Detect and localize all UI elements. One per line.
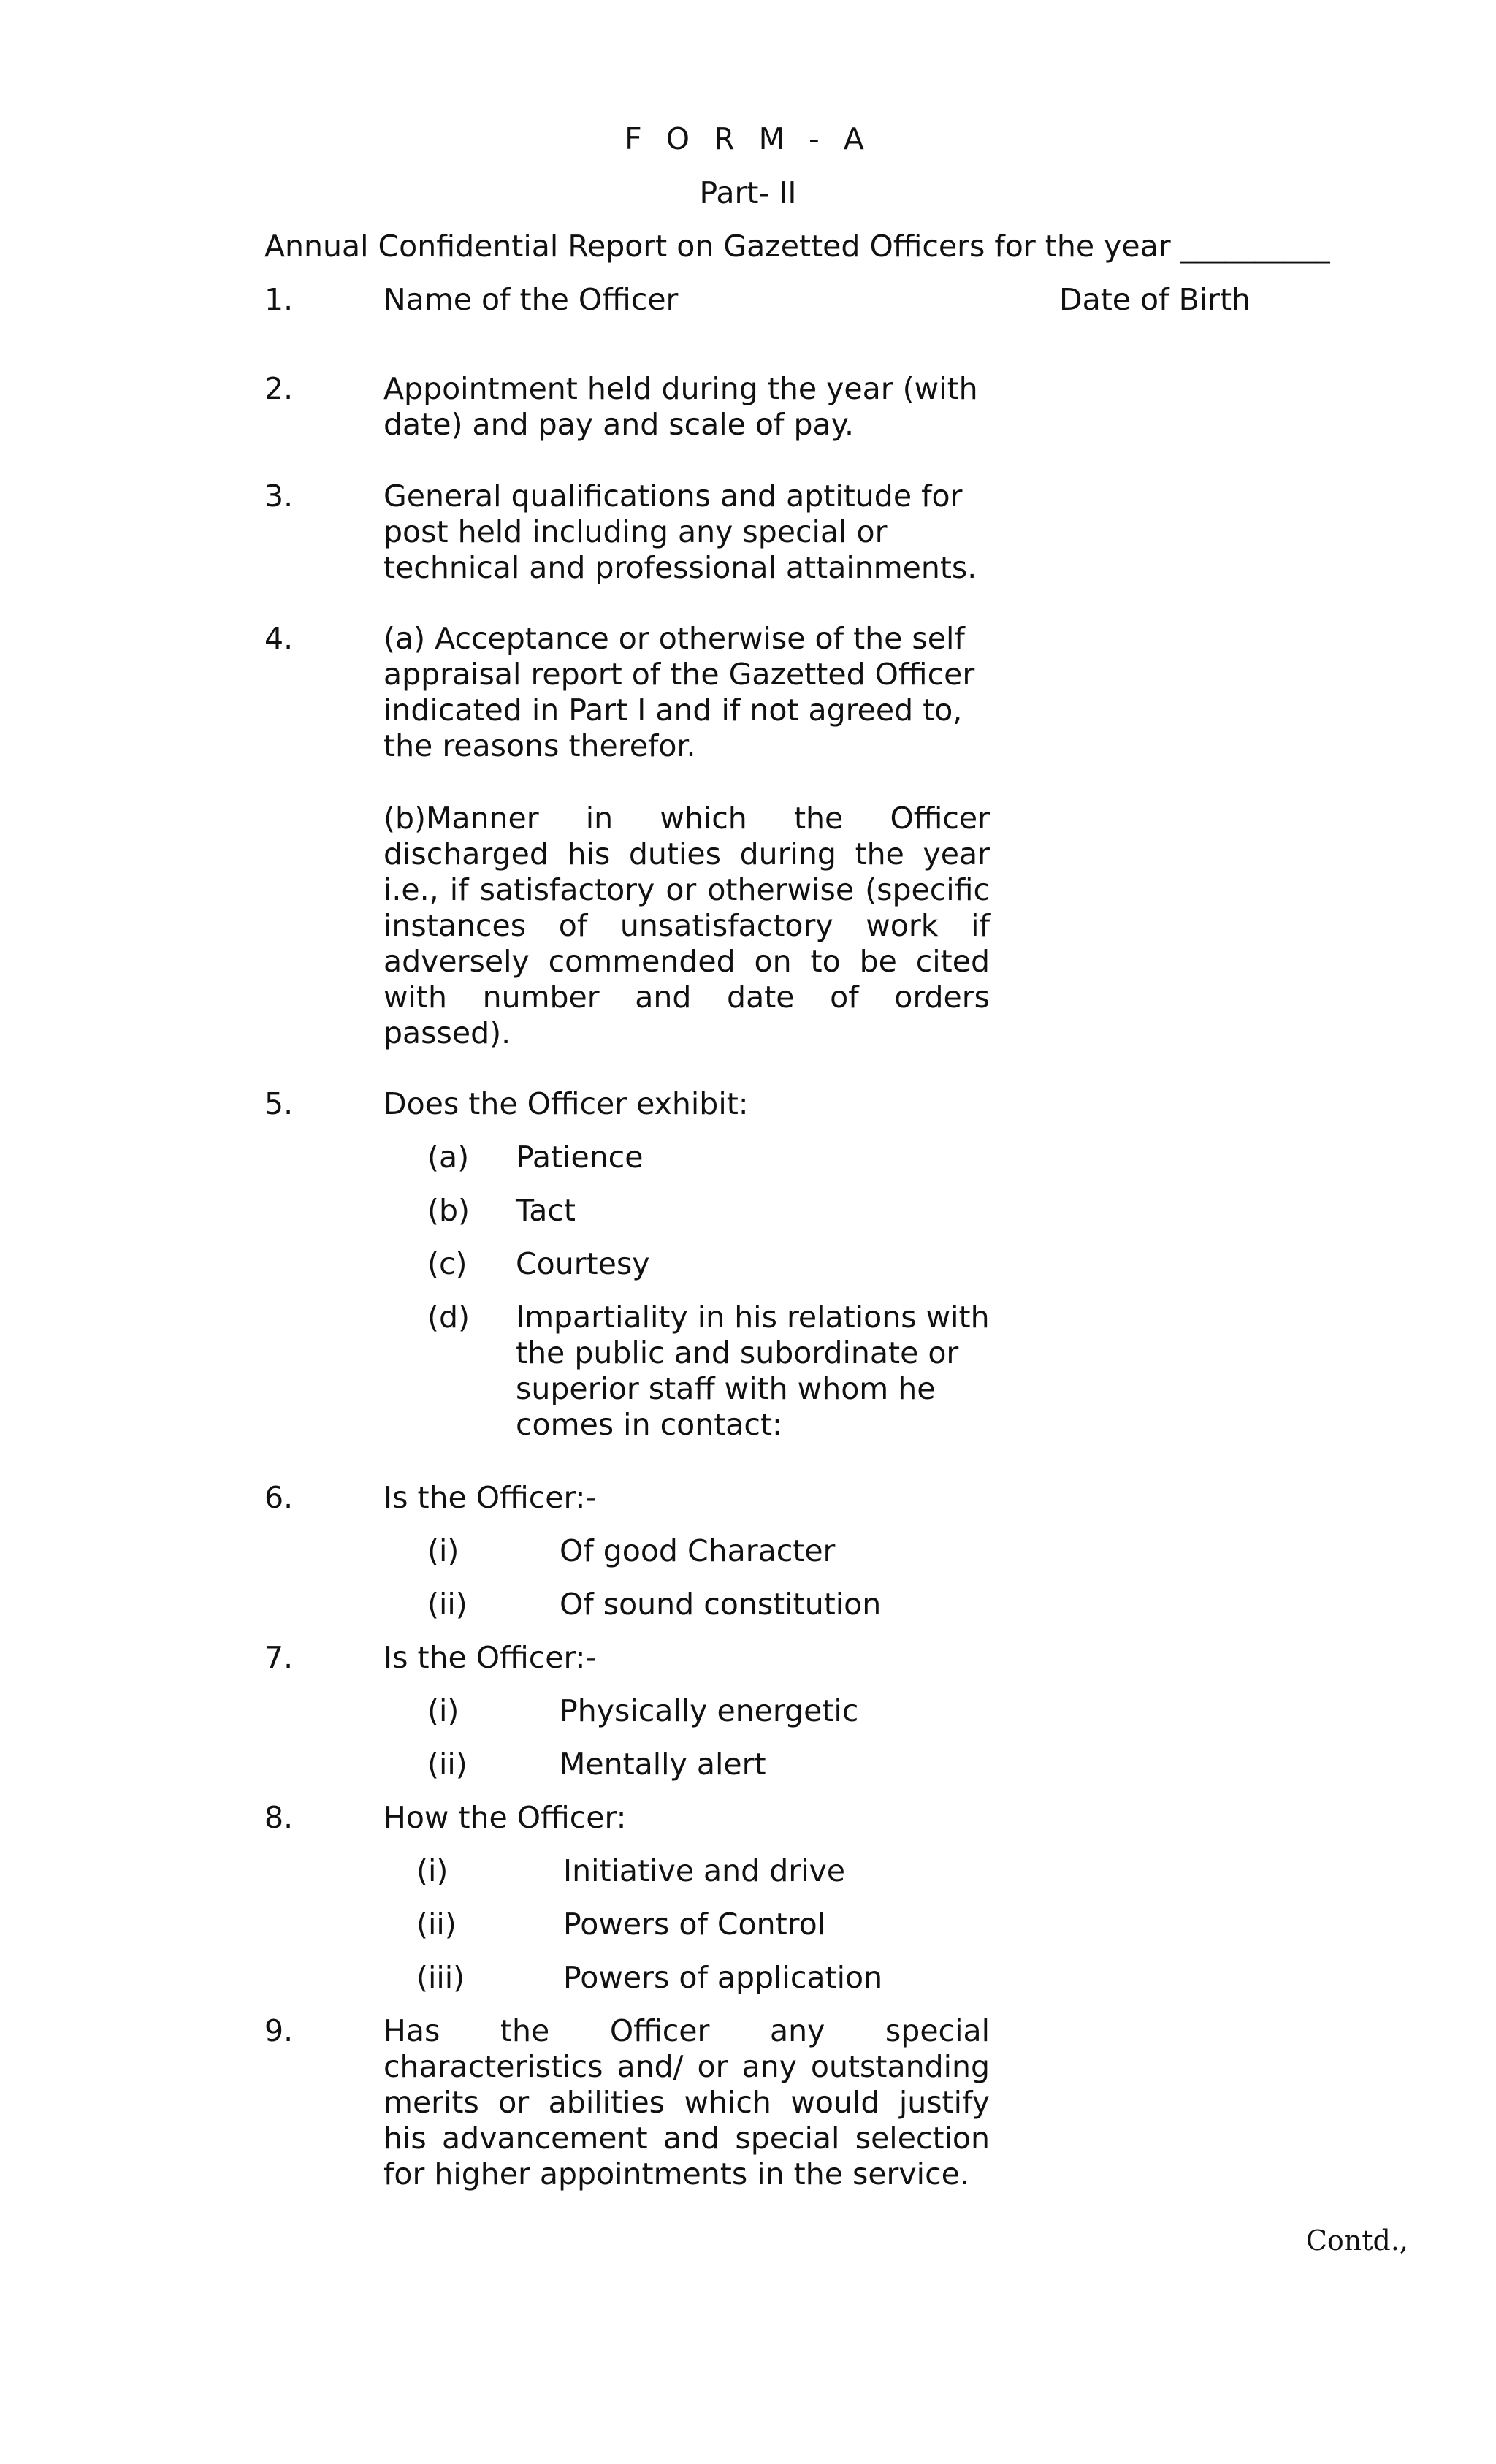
item-4b-text: (b)Manner in which the Officer discharged his duties during the year i.e., if satisfactory or otherwise (specific instances of unsatisfactory work if adversely commended on to be cited with number and date of orders passed). — [383, 801, 990, 1050]
item-9-text: Has the Officer any special characteristics and/ or any outstanding merits or abilities which would justify his advancement and special selection for higher appointments in the service. — [383, 2013, 990, 2192]
item-5-number: 5. — [264, 1086, 294, 1121]
item-5c-label: (c) — [427, 1246, 468, 1281]
item-4-number: 4. — [264, 621, 294, 656]
item-3-number: 3. — [264, 478, 294, 514]
item-2-label: Appointment held during the year (with date) and pay and scale of pay. — [383, 371, 978, 442]
item-5a-text: Patience — [516, 1140, 644, 1175]
item-6-number: 6. — [264, 1480, 294, 1515]
item-5a-label: (a) — [427, 1140, 470, 1175]
item-7i-label: (i) — [427, 1693, 459, 1728]
item-8ii-label: (ii) — [416, 1907, 457, 1942]
item-5d-label: (d) — [427, 1300, 470, 1335]
item-8iii-text: Powers of application — [563, 1960, 883, 1995]
item-6ii-text: Of sound constitution — [560, 1587, 882, 1622]
item-7-number: 7. — [264, 1640, 294, 1675]
item-8iii-label: (iii) — [416, 1960, 465, 1995]
item-1-label: Name of the Officer — [383, 282, 679, 317]
contd-note: Contd., — [1305, 2224, 1408, 2257]
item-5d-text: Impartiality in his relations with the public and subordinate or superior staff with whom he comes in contact: — [516, 1300, 990, 1442]
item-7ii-label: (ii) — [427, 1747, 468, 1782]
item-3-label: General qualifications and aptitude for post held including any special or technical and professional attainments. — [383, 478, 977, 585]
item-5b-label: (b) — [427, 1193, 470, 1228]
item-6i-text: Of good Character — [560, 1533, 836, 1568]
form-title: F O R M - A — [625, 121, 871, 156]
item-4a-text: (a) Acceptance or otherwise of the self appraisal report of the Gazetted Officer indicated in Part I and if not agreed to, the reasons therefor. — [383, 621, 975, 763]
form-heading: Annual Confidential Report on Gazetted Officers for the year __________ — [264, 229, 1330, 264]
item-8i-label: (i) — [416, 1853, 449, 1888]
item-8-number: 8. — [264, 1800, 294, 1835]
item-5-label: Does the Officer exhibit: — [383, 1086, 749, 1121]
item-1-number: 1. — [264, 282, 294, 317]
item-5b-text: Tact — [516, 1193, 576, 1228]
item-8ii-text: Powers of Control — [563, 1907, 826, 1942]
item-7-label: Is the Officer:- — [383, 1640, 597, 1675]
item-7i-text: Physically energetic — [560, 1693, 859, 1728]
item-5c-text: Courtesy — [516, 1246, 650, 1281]
item-1-date-of-birth: Date of Birth — [1059, 282, 1251, 317]
item-2-number: 2. — [264, 371, 294, 406]
form-part: Part- II — [699, 175, 797, 210]
item-8-label: How the Officer: — [383, 1800, 627, 1835]
item-6ii-label: (ii) — [427, 1587, 468, 1622]
item-7ii-text: Mentally alert — [560, 1747, 766, 1782]
item-6i-label: (i) — [427, 1533, 459, 1568]
item-6-label: Is the Officer:- — [383, 1480, 597, 1515]
item-8i-text: Initiative and drive — [563, 1853, 845, 1888]
item-9-number: 9. — [264, 2013, 294, 2048]
